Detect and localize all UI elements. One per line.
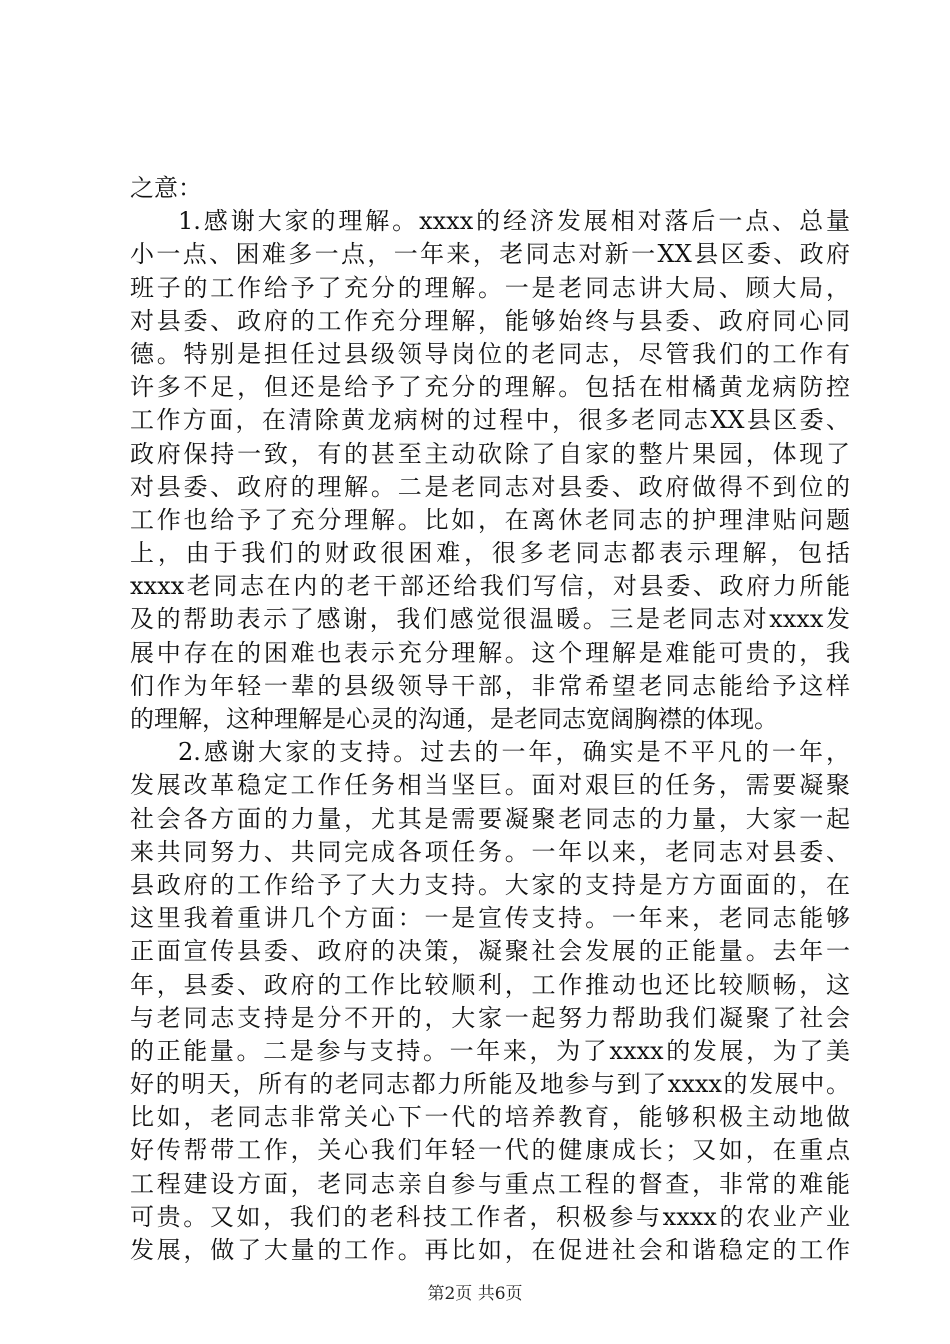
text-line: 及的帮助表示了感谢，我们感觉很温暖。三是老同志对xxxx发 (130, 605, 850, 634)
text-line: 正面宣传县委、政府的决策，凝聚社会发展的正能量。去年一 (130, 937, 850, 966)
text-line: 们作为年轻一辈的县级领导干部，非常希望老同志能给予这样 (130, 671, 850, 700)
text-line: 与老同志支持是分不开的，大家一起努力帮助我们凝聚了社会 (130, 1003, 850, 1032)
page-number: 第2页 共6页 (427, 1284, 523, 1304)
text-line: 对县委、政府的工作充分理解，能够始终与县委、政府同心同 (130, 306, 850, 335)
text-line: 的理解，这种理解是心灵的沟通，是老同志宽阔胸襟的体现。 (130, 705, 778, 733)
text-line: 2.感谢大家的支持。过去的一年，确实是不平凡的一年， (178, 738, 850, 767)
text-line: xxxx老同志在内的老干部还给我们写信，对县委、政府力所能 (130, 572, 850, 601)
text-line: 小一点、困难多一点，一年来，老同志对新一XX县区委、政府 (130, 240, 850, 269)
text-line: 年，县委、政府的工作比较顺利，工作推动也还比较顺畅，这 (130, 970, 850, 999)
text-line: 好传帮带工作，关心我们年轻一代的健康成长；又如，在重点 (130, 1136, 850, 1165)
text-line: 发展，做了大量的工作。再比如，在促进社会和谐稳定的工作 (130, 1236, 850, 1264)
text-line: 好的明天，所有的老同志都力所能及地参与到了xxxx的发展中。 (130, 1070, 850, 1099)
text-line: 这里我着重讲几个方面：一是宣传支持。一年来，老同志能够 (130, 904, 850, 933)
text-line: 政府保持一致，有的甚至主动砍除了自家的整片果园，体现了 (130, 439, 850, 468)
page-footer (0, 1279, 950, 1304)
text-line: 工作也给予了充分理解。比如，在离休老同志的护理津贴问题 (130, 505, 850, 534)
text-line: 班子的工作给予了充分的理解。一是老同志讲大局、顾大局， (130, 273, 850, 302)
text-line: 德。特别是担任过县级领导岗位的老同志，尽管我们的工作有 (130, 339, 850, 368)
text-line: 工程建设方面，老同志亲自参与重点工程的督查，非常的难能 (130, 1169, 850, 1198)
text-line: 许多不足，但还是给予了充分的理解。包括在柑橘黄龙病防控 (130, 373, 850, 402)
text-line: 1.感谢大家的理解。xxxx的经济发展相对落后一点、总量 (178, 207, 850, 236)
text-line: 上，由于我们的财政很困难，很多老同志都表示理解，包括 (130, 539, 850, 568)
text-line: 发展改革稳定工作任务相当坚巨。面对艰巨的任务，需要凝聚 (130, 771, 850, 800)
text-line: 社会各方面的力量，尤其是需要凝聚老同志的力量，大家一起 (130, 804, 850, 833)
text-line: 对县委、政府的理解。二是老同志对县委、政府做得不到位的 (130, 472, 850, 501)
text-line: 县政府的工作给予了大力支持。大家的支持是方方面面的，在 (130, 870, 850, 899)
text-line: 比如，老同志非常关心下一代的培养教育，能够积极主动地做 (130, 1103, 850, 1132)
text-line: 工作方面，在清除黄龙病树的过程中，很多老同志XX县区委、 (130, 406, 850, 435)
text-line: 之意： (130, 174, 202, 202)
text-line: 的正能量。二是参与支持。一年来，为了xxxx的发展，为了美 (130, 1036, 850, 1065)
text-line: 来共同努力、共同完成各项任务。一年以来，老同志对县委、 (130, 837, 850, 866)
text-line: 可贵。又如，我们的老科技工作者，积极参与xxxx的农业产业 (130, 1202, 850, 1231)
document-body (130, 172, 850, 1267)
text-line: 展中存在的困难也表示充分理解。这个理解是难能可贵的，我 (130, 638, 850, 667)
